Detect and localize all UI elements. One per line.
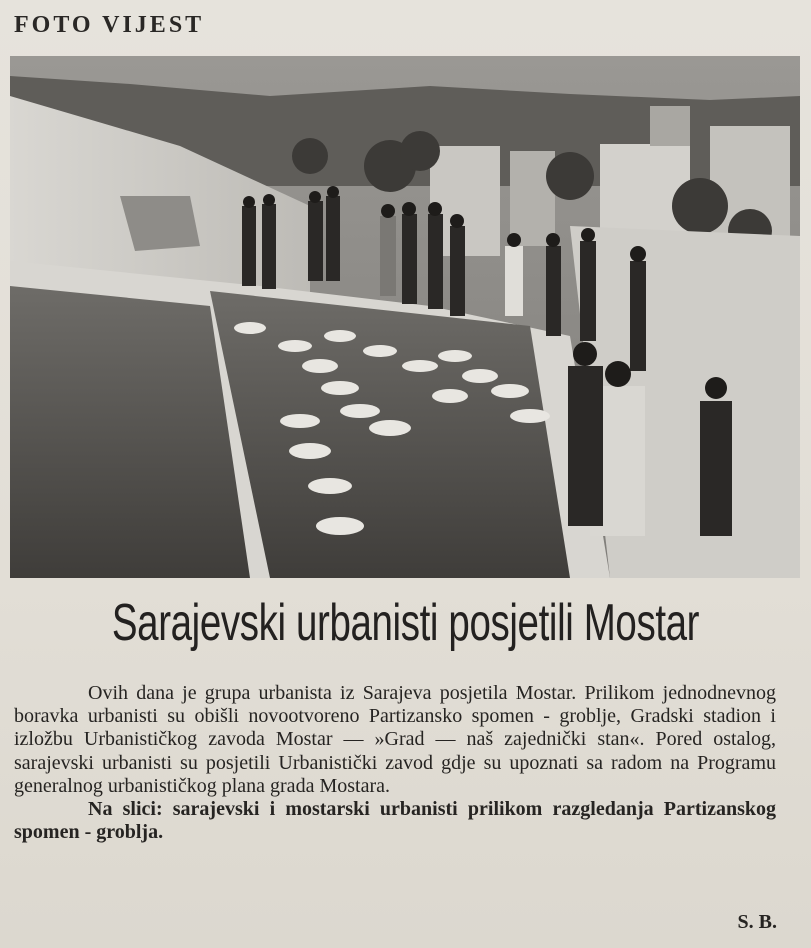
photo-caption: Na slici: sarajevski i mostarski urbanisti prilikom razgledanja Partizanskog spomen - groblja. (14, 798, 776, 844)
news-photo (10, 56, 800, 578)
section-kicker: FOTO VIJEST (14, 12, 205, 38)
headline: Sarajevski urbanisti posjetili Mostar (111, 594, 700, 652)
article-paragraph: Ovih dana je grupa urbanista iz Sarajeva posjetila Mostar. Prilikom jednodnevnog boravka urbanisti su obišli novootvoreno Partizansko spomen - groblje, Gradski stadion i izložbu Urbanističkog zavoda Mostar — »Grad — naš zajednički stan«. Pored ostalog, sarajevski urbanisti su posjetili Urbanistički zavod gdje su upoznati sa radom na Programu generalnog urbanističkog plana grada Mostara. (14, 682, 776, 797)
photo-image (10, 56, 800, 578)
author-signature: S. B. (737, 911, 777, 933)
article-body (14, 682, 776, 844)
